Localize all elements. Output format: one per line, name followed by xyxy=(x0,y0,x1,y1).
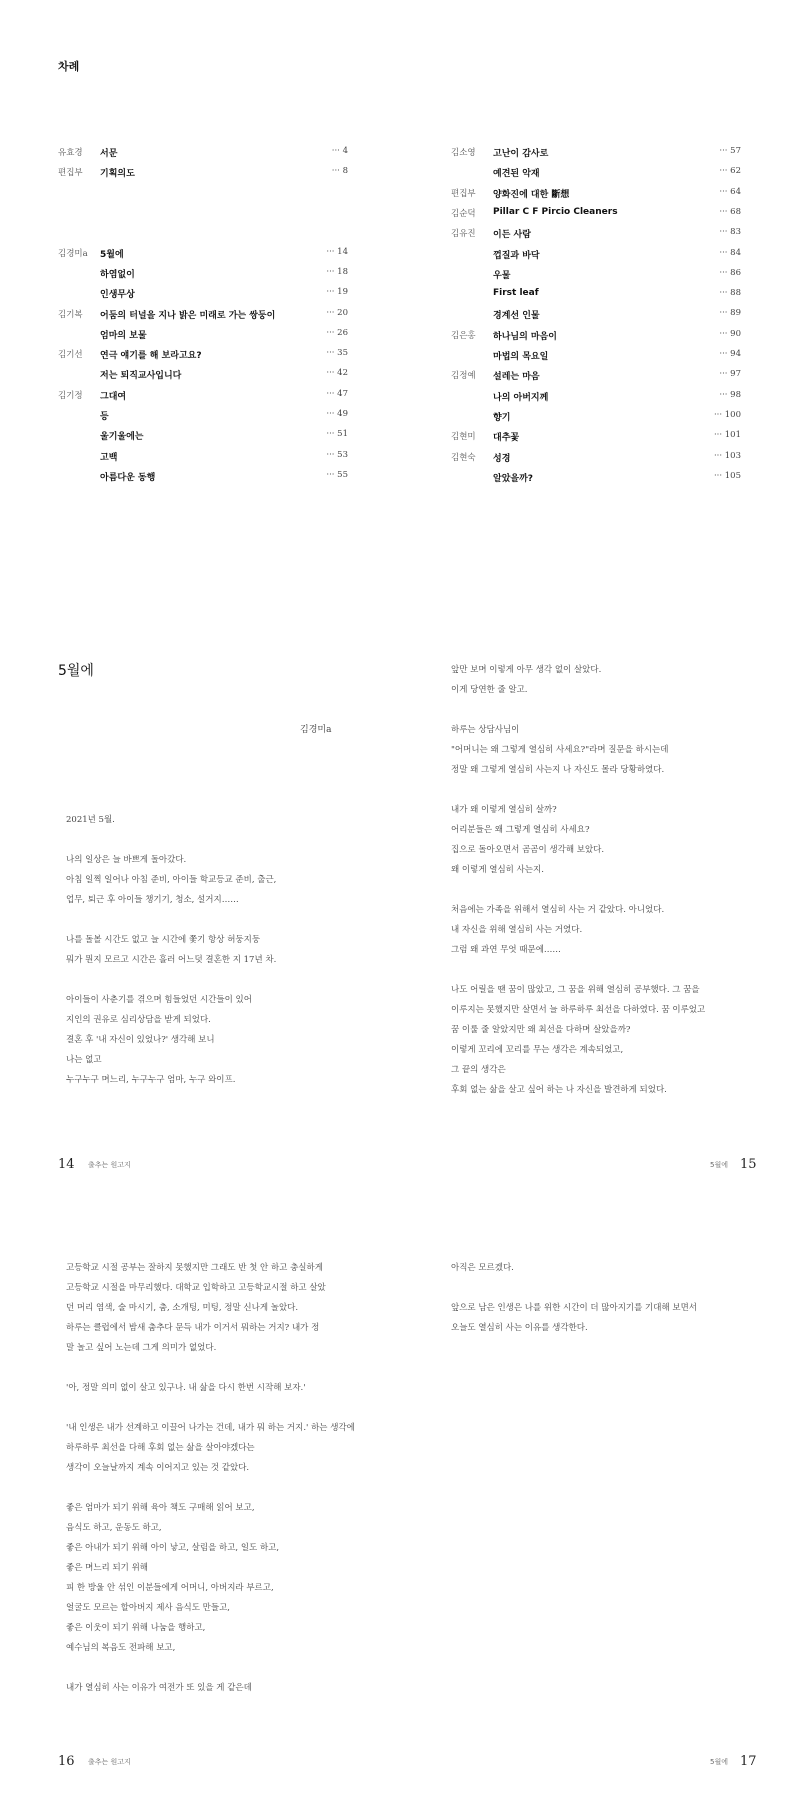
text-line: 하루는 상담사님이 xyxy=(451,725,520,735)
text-line: 오늘도 열심히 사는 이유를 생각한다. xyxy=(451,1323,588,1333)
text-line: '내 인생은 내가 선계하고 이끌어 나가는 건데, 내가 뭐 하는 거지.' 하는 생각에 xyxy=(66,1423,355,1433)
text-line: 처음에는 가족을 위해서 열심히 사는 거 같았다. 아니었다. xyxy=(451,905,665,915)
toc-entry xyxy=(58,267,348,287)
text-line xyxy=(451,700,705,720)
chapter-title: 5월에 xyxy=(58,663,94,679)
page-16-body xyxy=(66,1258,355,1698)
toc-entry-author: 김기선 xyxy=(58,350,83,361)
text-line: 어리분들은 왜 그렇게 열심히 사세요? xyxy=(451,825,590,835)
text-line: 생각이 오늘날까지 계속 이어지고 있는 것 같았다. xyxy=(66,1463,250,1473)
toc-entry-title: 어둠의 터널을 지나 밝은 미래로 가는 쌍둥이 xyxy=(100,310,276,321)
toc-entry-title: 아름다운 동행 xyxy=(100,472,156,483)
toc-entry-author: 김기정 xyxy=(58,390,83,401)
toc-entry xyxy=(58,247,348,267)
text-line xyxy=(451,960,705,980)
text-line: 고등학교 시절 공부는 잘하지 못했지만 그래도 반 첫 안 하고 충실하게 xyxy=(66,1263,323,1273)
text-line: 2021년 5월. xyxy=(66,815,115,825)
toc-entry-author: 편집부 xyxy=(58,168,83,179)
toc-entry-page: ··· 47 xyxy=(326,388,348,399)
toc-entry-page: ··· 105 xyxy=(713,470,741,481)
text-line: 정말 왜 그렇게 열심히 사는지 나 자신도 몰라 당황하였다. xyxy=(451,765,665,775)
toc-entry xyxy=(58,409,348,429)
text-line: 좋은 며느리 되기 위해 xyxy=(66,1563,149,1573)
toc-entry-title: 울기울에는 xyxy=(100,432,144,443)
text-line: 얼굴도 모르는 할아버지 제사 음식도 만들고, xyxy=(66,1603,231,1613)
toc-entry-author: 김은홍 xyxy=(451,330,476,341)
toc-entry-title: 5월에 xyxy=(100,249,124,260)
toc-entry xyxy=(451,187,741,207)
text-line: 던 머리 염색, 술 마시기, 춤, 소개팅, 미팅, 정말 신나게 놀았다. xyxy=(66,1303,299,1313)
toc-entry-page: ··· 14 xyxy=(326,246,348,257)
text-line: 결혼 후 '내 자신이 있었나?' 생각해 보니 xyxy=(66,1035,215,1045)
page-17-body xyxy=(451,1258,697,1338)
text-line xyxy=(66,1398,355,1418)
text-line: 앞으로 남은 인생은 나를 위한 시간이 더 많아지기를 기대해 보면서 xyxy=(451,1303,698,1313)
toc-entry-page: ··· 64 xyxy=(719,186,741,197)
toc-entry-title: 그대여 xyxy=(100,391,127,402)
toc-entry xyxy=(451,451,741,471)
text-line: 아침 일찍 일어나 아침 준비, 아이들 학교등교 준비, 출근, xyxy=(66,875,277,885)
toc-entry xyxy=(451,288,741,308)
toc-entry-title: 마법의 목요일 xyxy=(493,352,549,362)
toc-entry-title: 고백 xyxy=(100,452,118,463)
toc-entry-page: ··· 62 xyxy=(719,166,741,177)
toc-entry-title: 하나님의 마음이 xyxy=(493,331,557,342)
page-number-15: 15 xyxy=(740,1157,757,1172)
toc-entry-page: ··· 51 xyxy=(326,429,348,440)
page-number-16: 16 xyxy=(58,1754,75,1769)
toc-entry-title: 양화진에 대한 斷想 xyxy=(493,189,570,200)
toc-entry xyxy=(451,207,741,227)
toc-entry xyxy=(58,450,348,470)
toc-entry xyxy=(451,390,741,410)
toc-entry xyxy=(58,308,348,328)
text-line: 나는 없고 xyxy=(66,1055,102,1065)
text-line: 내가 열심히 사는 이유가 여전가 또 있을 게 같은데 xyxy=(66,1683,252,1693)
toc-entry-page: ··· 101 xyxy=(713,430,741,441)
toc-entry-title: Pillar C F Pircio Cleaners xyxy=(493,206,618,217)
text-line: 그럼 왜 과연 무엇 때문에…… xyxy=(451,945,561,955)
toc-entry-title: 설레는 마음 xyxy=(493,372,540,383)
toc-entry xyxy=(58,348,348,368)
toc-entry-page: ··· 103 xyxy=(713,450,741,461)
toc-entry-page: ··· 42 xyxy=(326,368,348,379)
text-line: 집으로 돌아오면서 곰곰이 생각해 보았다. xyxy=(451,845,605,855)
toc-entry xyxy=(451,369,741,389)
toc-entry-page: ··· 26 xyxy=(326,327,348,338)
text-line: 음식도 하고, 운동도 하고, xyxy=(66,1523,162,1533)
toc-entry xyxy=(451,248,741,268)
text-line xyxy=(66,970,276,990)
toc-entry-page: ··· 8 xyxy=(331,166,348,177)
text-line: 좋은 아내가 되기 위해 아이 낳고, 살림을 하고, 일도 하고, xyxy=(66,1543,280,1553)
toc-entry xyxy=(58,389,348,409)
toc-entry-title: 향기 xyxy=(493,412,511,423)
text-line: 나도 어릴을 땐 꿈이 많았고, 그 꿈을 위해 열심히 공부했다. 그 꿈을 xyxy=(451,985,700,995)
text-line: 하루는 클럽에서 밤새 춤추다 문득 내가 이거서 뭐하는 거지? 내가 정 xyxy=(66,1323,320,1333)
toc-entry-page: ··· 89 xyxy=(719,308,741,319)
toc-entry xyxy=(58,429,348,449)
text-line xyxy=(66,910,276,930)
chapter-author: 김경미a xyxy=(300,725,332,735)
text-line: 예수님의 복음도 전파해 보고, xyxy=(66,1643,176,1653)
toc-entry-author: 김유진 xyxy=(451,229,476,240)
running-header-left-2: 출추는 원고지 xyxy=(88,1758,131,1766)
toc-entry-title: 인생무상 xyxy=(100,290,135,301)
toc-entry-page: ··· 98 xyxy=(719,389,741,400)
text-line: "어머니는 왜 그렇게 열심히 사세요?"라며 질문을 하시는데 xyxy=(451,745,669,755)
text-line: 뭐가 뭔지 모르고 시간은 흘러 어느덧 결혼한 지 17년 차. xyxy=(66,955,277,965)
toc-entry xyxy=(58,368,348,388)
text-line: 왜 이렇게 열심히 사는지. xyxy=(451,865,544,875)
toc-entry xyxy=(451,410,741,430)
toc-entry-page: ··· 68 xyxy=(719,206,741,217)
toc-entry-author: 김소영 xyxy=(451,148,476,158)
text-line: 업무, 퇴근 후 아이들 챙기기, 청소, 설거지…… xyxy=(66,895,239,905)
toc-entry-author: 김기복 xyxy=(58,309,83,320)
toc-entry-page: ··· 88 xyxy=(719,288,741,299)
toc-entry xyxy=(451,349,741,369)
toc-entry xyxy=(58,166,348,186)
text-line: 내가 왜 이렇게 열심히 살까? xyxy=(451,805,557,815)
toc-entry xyxy=(58,146,348,166)
text-line xyxy=(66,1358,355,1378)
toc-entry xyxy=(58,470,348,490)
toc-entry xyxy=(451,308,741,328)
text-line: 좋은 엄마가 되기 위해 육아 책도 구매해 읽어 보고, xyxy=(66,1503,255,1513)
toc-entry-page: ··· 57 xyxy=(719,146,741,156)
text-line xyxy=(66,830,276,850)
toc-entry-page: ··· 49 xyxy=(326,409,348,419)
text-line: 나를 돌볼 시간도 없고 늘 시간에 쫓기 항상 허둥지둥 xyxy=(66,935,261,945)
toc-entry-author: 편집부 xyxy=(451,188,476,199)
text-line: 내 자신을 위해 열심히 사는 거였다. xyxy=(451,925,583,935)
text-line xyxy=(451,1278,697,1298)
toc-entry-page: ··· 35 xyxy=(326,348,348,359)
toc-entry-title: 등 xyxy=(100,412,109,422)
text-line: 앞만 보며 이렇게 아무 생각 없이 살았다. xyxy=(451,665,602,675)
toc-entry-title: 이든 사람 xyxy=(493,230,531,241)
text-line: 아직은 모르겠다. xyxy=(451,1263,514,1273)
text-line: 이루지는 못했지만 살면서 늘 하루하루 최선을 다하였다. 꿈 이루었고 xyxy=(451,1005,706,1015)
toc-entry-author: 김순덕 xyxy=(451,208,476,219)
toc-entry-page: ··· 18 xyxy=(326,266,348,277)
text-line: 피 한 방울 안 섞인 이분들에게 어머니, 아버지라 부르고, xyxy=(66,1583,274,1593)
text-line: 이렇게 꼬리에 꼬리를 무는 생각은 계속되었고, xyxy=(451,1045,624,1055)
text-line: 지인의 권유로 심리상담을 받게 되었다. xyxy=(66,1015,211,1025)
text-line: 이게 당연한 줄 알고. xyxy=(451,685,528,695)
text-line xyxy=(66,1478,355,1498)
toc-entry-title: 연극 얘기를 해 보라고요? xyxy=(100,351,202,362)
toc-entry-page: ··· 84 xyxy=(719,247,741,258)
toc-entry-title: 경계선 인물 xyxy=(493,311,540,322)
toc-entry-title: 성경 xyxy=(493,453,511,464)
toc-entry-author: 김현미 xyxy=(451,432,476,443)
toc-entry-title: 알았을까? xyxy=(493,473,533,484)
toc-entry xyxy=(58,328,348,348)
toc-entry-author: 김정예 xyxy=(451,371,476,382)
toc-entry-title: 껍질과 바닥 xyxy=(493,250,540,261)
text-line: 나의 일상은 늘 바쁘게 돌아갔다. xyxy=(66,855,187,865)
toc-entry-title: 기획의도 xyxy=(100,169,135,180)
toc-entry-author: 김현숙 xyxy=(451,452,476,463)
toc-entry xyxy=(451,430,741,450)
toc-entry-page: ··· 97 xyxy=(719,369,741,380)
toc-entry xyxy=(451,471,741,491)
text-line xyxy=(451,780,705,800)
text-line: 누구누구 며느리, 누구누구 엄마, 누구 와이프. xyxy=(66,1075,236,1085)
toc-entry xyxy=(451,146,741,166)
running-header-right: 5월에 xyxy=(710,1161,728,1169)
toc-entry-page: ··· 19 xyxy=(326,287,348,298)
text-line: 좋은 이웃이 되기 위해 나눔을 행하고, xyxy=(66,1623,206,1633)
text-line: 후회 없는 삶을 살고 싶어 하는 나 자신을 발견하게 되었다. xyxy=(451,1085,667,1095)
text-line: '아, 정말 의미 없이 살고 있구나. 내 삶을 다시 한번 시작해 보자.' xyxy=(66,1383,306,1393)
toc-entry xyxy=(58,287,348,307)
toc-entry-page: ··· 100 xyxy=(713,409,741,420)
toc-entry-author: 유효경 xyxy=(58,148,83,158)
toc-entry-page: ··· 53 xyxy=(326,449,348,460)
page-15-body xyxy=(451,660,705,1100)
text-line xyxy=(66,1658,355,1678)
toc-entry xyxy=(451,227,741,247)
toc-entry-title: 엄마의 보물 xyxy=(100,330,147,341)
toc-entry-title: 고난이 감사로 xyxy=(493,149,549,159)
page-number-14: 14 xyxy=(58,1157,75,1172)
toc-entry-title: 우물 xyxy=(493,270,511,281)
toc-entry xyxy=(451,329,741,349)
toc-entry-title: 서문 xyxy=(100,149,118,159)
toc-entry xyxy=(451,268,741,288)
toc-title: 차례 xyxy=(58,60,80,73)
toc-entry-title: 하염없이 xyxy=(100,269,135,280)
toc-entry-page: ··· 86 xyxy=(719,267,741,278)
toc-entry-page: ··· 94 xyxy=(719,349,741,359)
toc-entry-title: 대추꽃 xyxy=(493,433,520,444)
toc-entry xyxy=(451,166,741,186)
page-number-17: 17 xyxy=(740,1754,757,1769)
toc-entry-author: 김경미a xyxy=(58,248,88,259)
text-line: 하루하루 최선을 다해 후회 없는 삶을 살아야겠다는 xyxy=(66,1443,255,1453)
toc-entry-page: ··· 90 xyxy=(719,328,741,339)
toc-entry-page: ··· 4 xyxy=(331,146,348,156)
text-line xyxy=(451,880,705,900)
text-line: 말 놀고 싶어 노는데 그게 의미가 없었다. xyxy=(66,1343,217,1353)
text-line: 아이들이 사춘기를 겪으며 힘들었던 시간들이 있어 xyxy=(66,995,252,1005)
text-line: 꿈 이룰 줄 알았지만 왜 최선을 다하며 살았을까? xyxy=(451,1025,631,1035)
running-header-left: 출추는 원고지 xyxy=(88,1161,131,1169)
toc-entry-title: 예견된 악재 xyxy=(493,169,540,180)
toc-entry-page: ··· 20 xyxy=(326,307,348,318)
text-line: 그 끝의 생각은 xyxy=(451,1065,506,1075)
toc-entry-page: ··· 55 xyxy=(326,469,348,480)
running-header-right-2: 5월에 xyxy=(710,1758,728,1766)
toc-entry-title: 나의 아버지께 xyxy=(493,392,549,403)
toc-entry-title: 저는 퇴직교사입니다 xyxy=(100,371,182,382)
text-line: 고등학교 시절을 마무리했다. 대학교 입학하고 고등학교시절 하고 살았 xyxy=(66,1283,326,1293)
toc-entry-title: First leaf xyxy=(493,288,539,299)
page-14-body xyxy=(66,810,276,1090)
toc-entry-page: ··· 83 xyxy=(719,227,741,238)
